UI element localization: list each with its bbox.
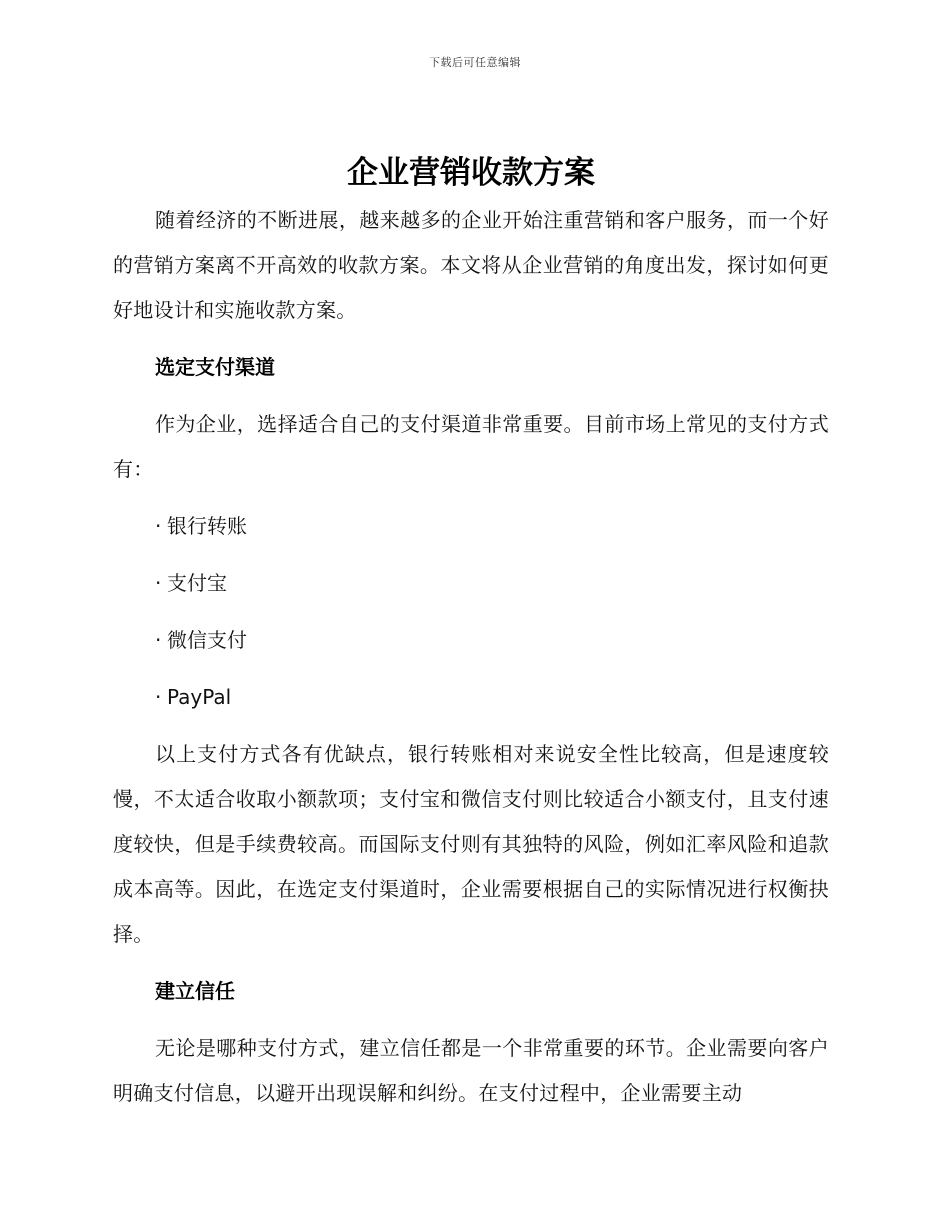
list-item: [113, 618, 829, 663]
intro-paragraph: 随着经济的不断进展，越来越多的企业开始注重营销和客户服务，而一个好的营销方案离不开高效的收款方案。本文将从企业营销的角度出发，探讨如何更好地设计和实施收款方案。: [113, 208, 829, 322]
section-heading-payment-channel: 选定支付渠道: [155, 355, 275, 379]
bullet: ·: [155, 514, 162, 538]
document-body: [113, 150, 829, 1116]
bullet: ·: [155, 685, 162, 709]
list-item-label: 支付宝: [167, 571, 227, 595]
list-item-label: PayPal: [167, 685, 232, 709]
list-item-label: 银行转账: [167, 514, 247, 538]
list-item-label: 微信支付: [167, 628, 247, 652]
bullet: ·: [155, 571, 162, 595]
list-item: [113, 504, 829, 549]
payment-channel-paragraph: 作为企业，选择适合自己的支付渠道非常重要。目前市场上常见的支付方式有：: [113, 412, 829, 481]
build-trust-paragraph: 无论是哪种支付方式，建立信任都是一个非常重要的环节。企业需要向客户明确支付信息，以避开出现误解和纠纷。在支付过程中，企业需要主动: [113, 1036, 829, 1105]
bullet: ·: [155, 628, 162, 652]
payment-comparison-paragraph: 以上支付方式各有优缺点，银行转账相对来说安全性比较高，但是速度较慢，不太适合收取小额款项；支付宝和微信支付则比较适合小额支付，且支付速度较快，但是手续费较高。而国际支付则有其独特的风险，例如汇率风险和追款成本高等。因此，在选定支付渠道时，企业需要根据自己的实际情况进行权衡抉择。: [113, 742, 829, 946]
list-item: [113, 675, 829, 720]
document-title: 企业营销收款方案: [347, 155, 595, 191]
section-heading-build-trust: 建立信任: [155, 979, 235, 1003]
list-item: [113, 561, 829, 606]
header-note: 下载后可任意编辑: [429, 56, 521, 69]
payment-method-list: [113, 504, 829, 720]
